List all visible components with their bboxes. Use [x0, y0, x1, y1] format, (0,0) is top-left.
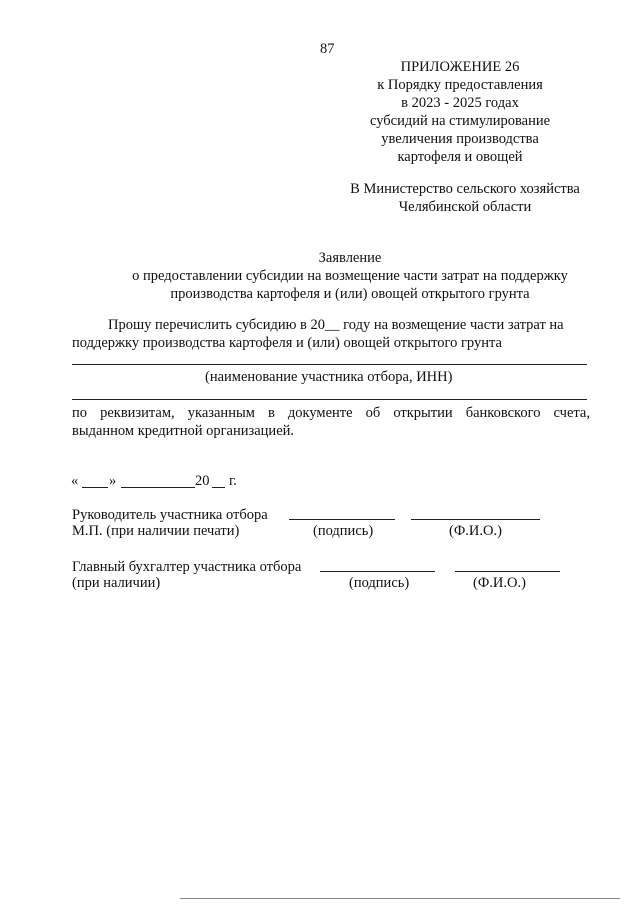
appendix-line: к Порядку предоставления: [377, 77, 543, 93]
addressee-line2: Челябинской области: [398, 199, 532, 215]
appendix-line: увеличения производства: [381, 131, 539, 147]
accountant-signature-line[interactable]: [320, 571, 435, 572]
head-stamp: М.П. (при наличии печати): [72, 523, 240, 539]
accountant-note: (при наличии): [72, 575, 161, 591]
accountant-name-caption: (Ф.И.О.): [473, 575, 526, 591]
date-year-blank[interactable]: [212, 487, 225, 488]
head-signature-line[interactable]: [289, 519, 395, 520]
date-close-quote: »: [109, 473, 117, 489]
details-line1: по реквизитам, указанным в документе об открытии банковского счета,: [72, 405, 590, 421]
appendix-block: [360, 58, 560, 166]
head-label: Руководитель участника отбора: [72, 507, 268, 523]
date-year-prefix: 20: [195, 473, 210, 489]
appendix-title: ПРИЛОЖЕНИЕ 26: [400, 59, 520, 75]
head-name-caption: (Ф.И.О.): [449, 523, 502, 539]
participant-caption: (наименование участника отбора, ИНН): [205, 369, 453, 385]
accountant-label: Главный бухгалтер участника отбора: [72, 559, 302, 575]
appendix-line: картофеля и овощей: [397, 149, 523, 165]
accountant-name-line[interactable]: [455, 571, 560, 572]
appendix-line: в 2023 - 2025 годах: [401, 95, 519, 111]
participant-fill-line-2[interactable]: [72, 399, 587, 400]
appendix-line: субсидий на стимулирование: [369, 113, 551, 129]
date-year-suffix: г.: [229, 473, 237, 489]
participant-fill-line[interactable]: [72, 364, 587, 365]
statement-subtitle-line2: производства картофеля и (или) овощей открытого грунта: [170, 286, 530, 302]
request-line2: поддержку производства картофеля и (или) овощей открытого грунта: [72, 335, 502, 351]
date-day-blank[interactable]: [82, 487, 108, 488]
page-number: 87: [320, 41, 335, 57]
addressee-block: [340, 180, 590, 216]
date-open-quote: «: [71, 473, 79, 489]
head-name-line[interactable]: [411, 519, 540, 520]
statement-heading-block: [70, 249, 630, 303]
request-line1: Прошу перечислить субсидию в 20__ году на возмещение части затрат на: [108, 317, 564, 333]
statement-heading: Заявление: [318, 250, 382, 266]
details-line2: выданном кредитной организацией.: [72, 423, 295, 439]
date-month-blank[interactable]: [121, 487, 195, 488]
head-signature-caption: (подпись): [313, 523, 374, 539]
scan-artifact-line: [180, 898, 620, 899]
accountant-signature-caption: (подпись): [349, 575, 410, 591]
addressee-line1: В Министерство сельского хозяйства: [350, 181, 580, 197]
statement-subtitle-line1: о предоставлении субсидии на возмещение части затрат на поддержку: [132, 268, 568, 284]
